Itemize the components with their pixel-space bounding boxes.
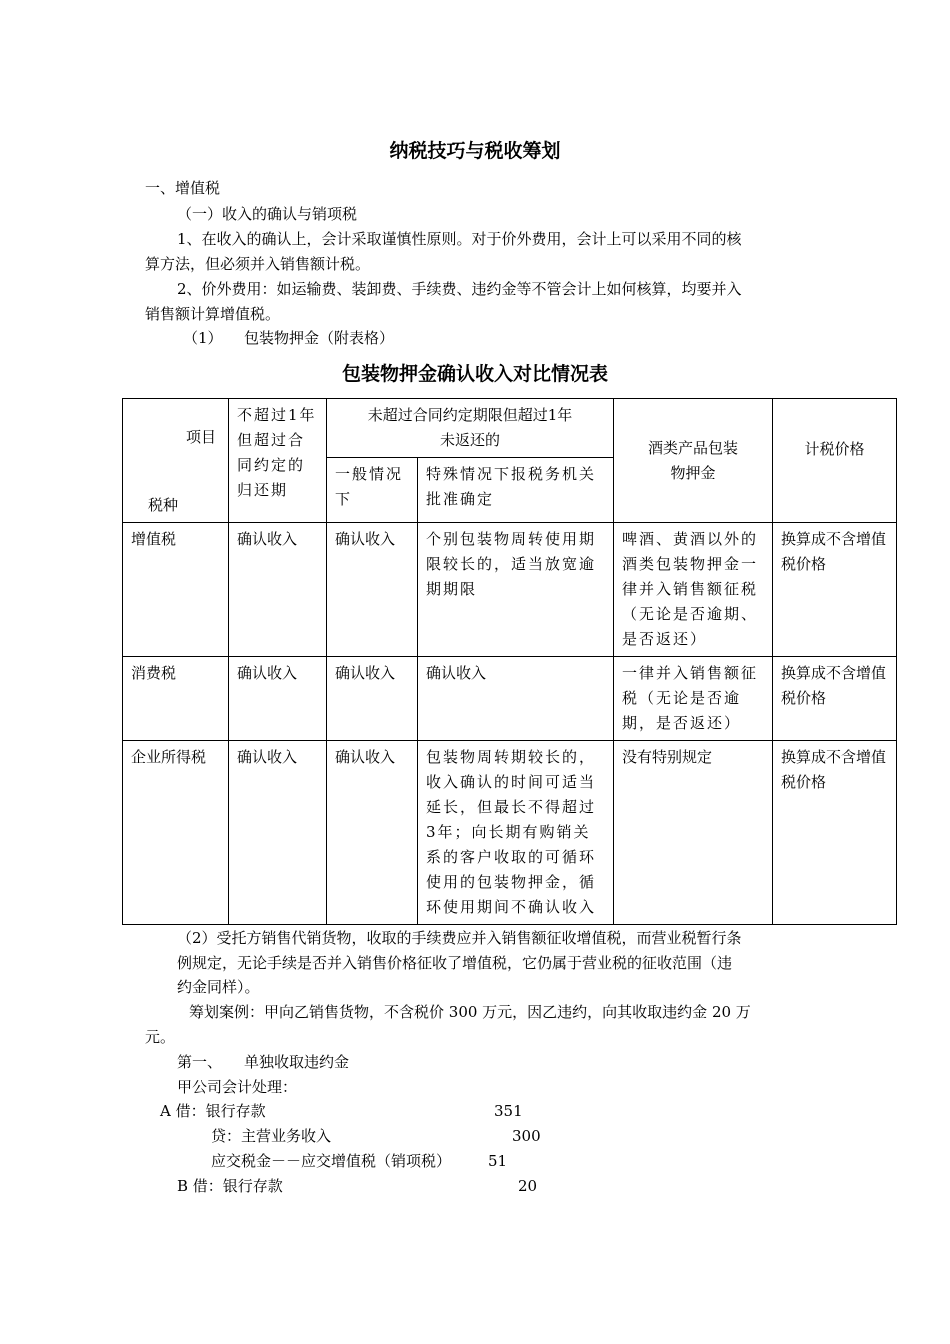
paragraph-3-line-3: 约金同样）。 [177,978,260,996]
table-title: 包装物押金确认收入对比情况表 [341,363,608,385]
case-line-1: 筹划案例：甲向乙销售货物，不含税价 300 万元，因乙违约，向其收取违约金 20 万 [189,1003,751,1021]
entry-label: 应交税金－－应交增值税（销项税） [211,1152,452,1170]
list-item-text: 包装物押金（附表格） [244,329,395,347]
paragraph-1-line-1: 1、在收入的确认上，会计采取谨慎性原则。对于价外费用，会计上可以采用不同的核 [177,230,742,248]
section-heading: 一、增值税 [145,179,221,197]
step-number: 第一、 [177,1053,223,1071]
tax-type-cell: 增值税 [123,523,229,657]
entry-label: 贷：主营业务收入 [211,1127,332,1145]
header-col-group: 未超过合同约定期限但超过1年未返还的 [327,399,614,458]
header-project-label: 项目 [185,428,216,446]
tax-type-cell: 企业所得税 [123,741,229,925]
table-cell: 换算成不含增值税价格 [773,657,897,741]
table-cell: 确认收入 [229,657,327,741]
header-col1: 不超过1年但超过合同约定的归还期 [229,399,327,523]
header-col2: 一般情况下 [327,458,418,523]
table-cell: 确认收入 [418,657,614,741]
table-cell: 没有特别规定 [614,741,773,925]
paragraph-2-line-1: 2、价外费用：如运输费、装卸费、手续费、违约金等不管会计上如何核算，均要并入 [177,280,742,298]
case-line-2: 元。 [145,1028,176,1046]
table-cell: 换算成不含增值税价格 [773,523,897,657]
table-cell: 确认收入 [327,657,418,741]
header-col3: 特殊情况下报税务机关批准确定 [418,458,614,523]
page-title: 纳税技巧与税收筹划 [389,140,561,162]
table-cell: 换算成不含增值税价格 [773,741,897,925]
list-item-number: （1） [183,329,223,347]
table-cell: 确认收入 [229,741,327,925]
table-row [123,523,897,657]
table-cell: 包装物周转期较长的，收入确认的时间可适当延长，但最长不得超过3年；向长期有购销关系的客户收取的可循环使用的包装物押金，循环使用期间不确认收入 [418,741,614,925]
table-row [123,741,897,925]
table-cell: 确认收入 [327,523,418,657]
entry-amount: 351 [494,1102,523,1120]
deposit-comparison-table [122,398,897,925]
paragraph-2-line-2: 销售额计算增值税。 [145,305,281,323]
paragraph-3-line-2: 例规定，无论手续是否并入销售价格征收了增值税，它仍属于营业税的征收范围（违 [177,954,733,972]
entry-amount: 51 [488,1152,508,1170]
table-cell: 确认收入 [229,523,327,657]
header-diagonal-cell [123,399,229,523]
header-col5: 计税价格 [773,399,897,523]
header-col4: 酒类产品包装物押金 [614,399,773,523]
subsection-heading: （一）收入的确认与销项税 [177,205,358,223]
table-cell: 啤酒、黄酒以外的酒类包装物押金一律并入销售额征税（无论是否逾期、是否返还） [614,523,773,657]
step-text: 单独收取违约金 [244,1053,350,1071]
table-row [123,657,897,741]
entry-amount: 300 [512,1127,541,1145]
paragraph-3-line-1: （2）受托方销售代销货物，收取的手续费应并入销售额征收增值税，而营业税暂行条 [177,929,742,947]
accounting-label: 甲公司会计处理： [177,1078,298,1096]
paragraph-1-line-2: 算方法，但必须并入销售额计税。 [145,255,371,273]
table-cell: 个别包装物周转使用期限较长的，适当放宽逾期期限 [418,523,614,657]
entry-label: B 借：银行存款 [177,1177,283,1195]
entry-label: A 借：银行存款 [160,1102,266,1120]
entry-amount: 20 [518,1177,538,1195]
table-cell: 确认收入 [327,741,418,925]
table-cell: 一律并入销售额征税（无论是否逾期，是否返还） [614,657,773,741]
tax-type-cell: 消费税 [123,657,229,741]
table-header-row [123,399,897,458]
header-tax-type-label: 税种 [148,496,179,514]
